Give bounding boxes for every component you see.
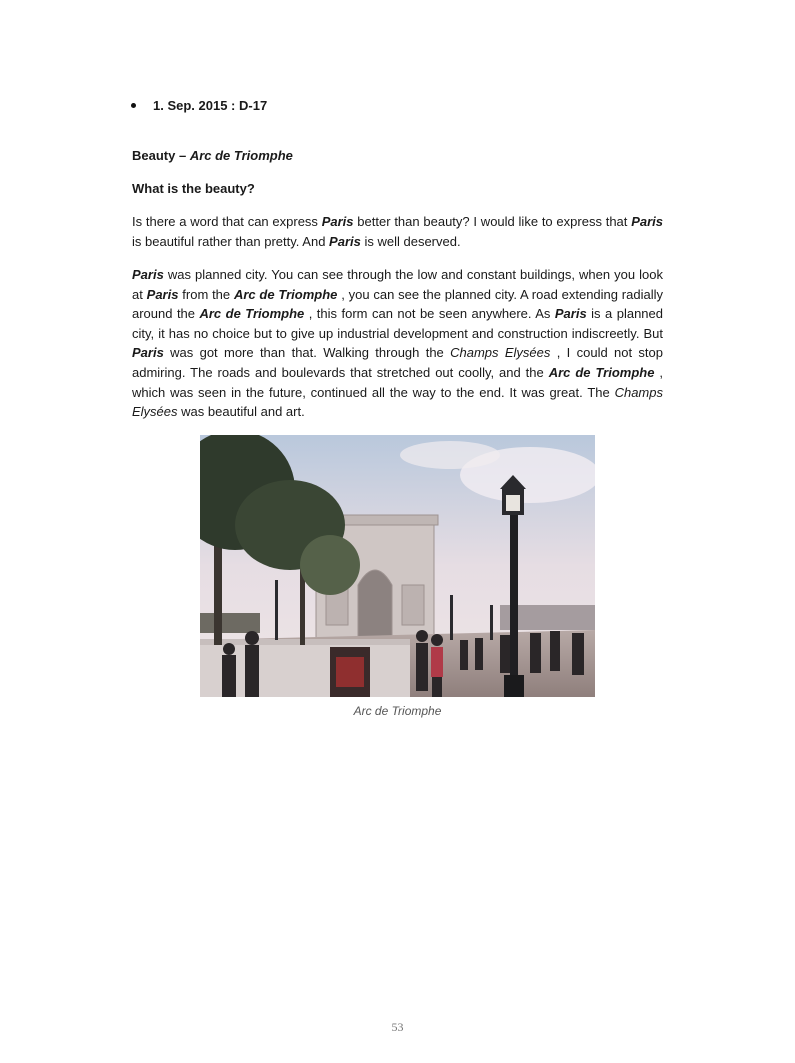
page-number: 53 (391, 1020, 404, 1034)
entry-date: 1. Sep. 2015 : D-17 (153, 98, 268, 113)
bullet-icon (131, 103, 136, 108)
figure-caption: Arc de Triomphe (353, 704, 442, 718)
paragraph-2: Paris was planned city. You can see through the low and constant buildings, when you look at Paris from the Arc de Triomphe , you can see the planned city. A road extending radially around the Arc de Triomphe , this form can not be seen anywhere. As Paris is a planned city, it has no choice but to give up industrial development and construction indiscreetly. But Paris was got more than that. Walking through the Champs Elysées , I could not stop admiring. The roads and boulevards that stretched out coolly, and the Arc de Triomphe , which was seen in the future, continued all the way to the end. It was great. The Champs Elysées was beautiful and art. (132, 267, 663, 420)
section-title-prefix: Beauty – (132, 148, 190, 163)
arc-de-triomphe-photo (200, 435, 595, 697)
paragraph-1: Is there a word that can express Paris better than beauty? I would like to express that Paris is beautiful rather than pretty. And Paris is well deserved. (132, 214, 663, 249)
question-heading: What is the beauty? (132, 181, 255, 196)
entry-date-bullet (131, 98, 267, 113)
section-title (132, 148, 293, 163)
section-title-subject: Arc de Triomphe (189, 148, 293, 163)
